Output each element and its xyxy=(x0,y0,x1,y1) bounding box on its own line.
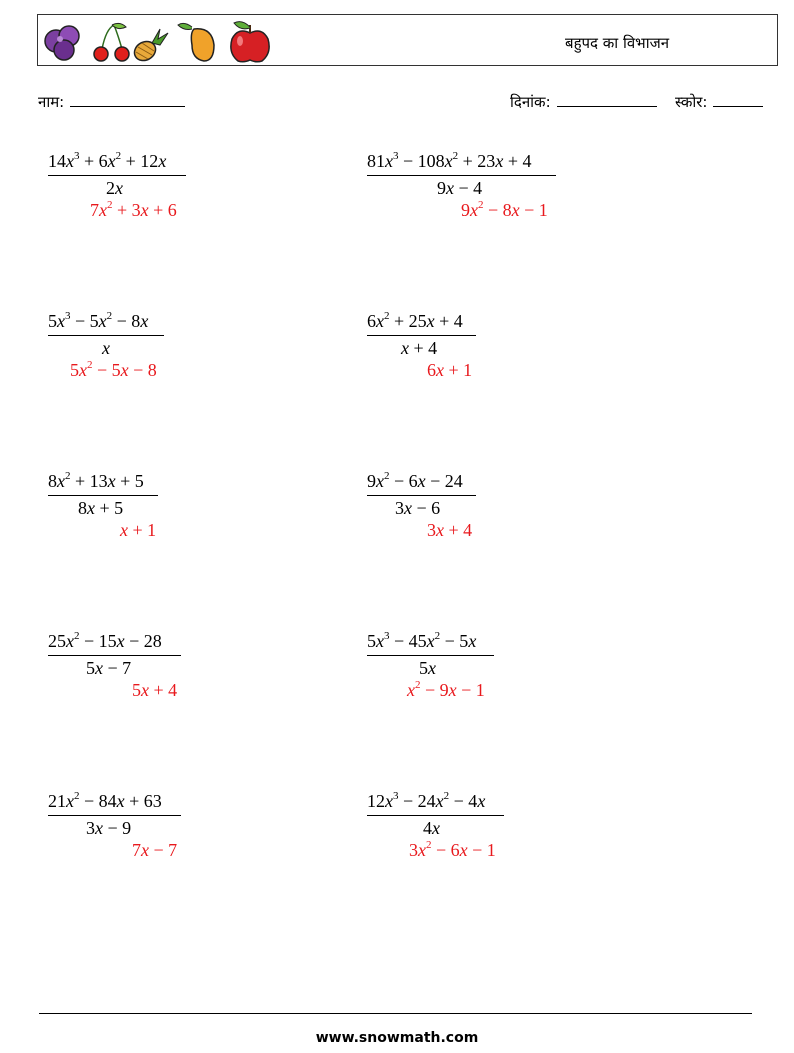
denominator: 9x − 4 xyxy=(437,178,483,198)
denominator: 4x xyxy=(423,818,440,838)
answer: x + 1 xyxy=(120,520,157,540)
fraction-bar xyxy=(367,815,504,816)
numerator: $81x^3 - 108x^2 + 23x + 4$ xyxy=(367,150,532,171)
denominator: 8x + 5 xyxy=(78,498,124,518)
denominator: 3x − 9 xyxy=(86,818,132,838)
footer-website[interactable]: www.snowmath.com xyxy=(315,1030,479,1046)
numerator: $25x^2 - 15x - 28$ xyxy=(48,630,162,651)
denominator: x + 4 xyxy=(401,338,438,358)
numerator: $5x^3 - 5x^2 - 8x$ xyxy=(48,310,149,331)
answer: $3x^2 - 6x - 1$ xyxy=(409,839,496,860)
fraction-bar xyxy=(367,335,476,336)
numerator: $14x^3 + 6x^2 + 12x$ xyxy=(48,150,167,171)
answer: $7x^2 + 3x + 6$ xyxy=(90,199,177,220)
fraction-bar xyxy=(48,815,181,816)
date-blank[interactable] xyxy=(557,92,657,107)
answer: $5x^2 - 5x - 8$ xyxy=(70,359,157,380)
score-label: स्कोर: xyxy=(675,93,708,111)
denominator: 5x xyxy=(419,658,436,678)
numerator: $9x^2 - 6x - 24$ xyxy=(367,470,463,491)
denominator: 5x − 7 xyxy=(86,658,132,678)
mango-icon xyxy=(178,23,214,61)
footer-divider xyxy=(39,1013,752,1014)
answer: 3x + 4 xyxy=(427,520,473,540)
score-blank[interactable] xyxy=(713,92,763,107)
date-field[interactable] xyxy=(510,92,657,112)
date-label: दिनांक: xyxy=(510,93,551,111)
apple-icon xyxy=(231,22,269,62)
name-label: नाम: xyxy=(38,93,65,111)
numerator: $5x^3 - 45x^2 - 5x$ xyxy=(367,630,477,651)
fraction-bar xyxy=(367,495,476,496)
denominator: 3x − 6 xyxy=(395,498,441,518)
numerator: $12x^3 - 24x^2 - 4x$ xyxy=(367,790,486,811)
answer: $9x^2 - 8x - 1$ xyxy=(461,199,548,220)
answer: 5x + 4 xyxy=(132,680,178,700)
fraction-bar xyxy=(367,655,494,656)
worksheet-title: बहुपद का विभाजन xyxy=(565,34,670,52)
cherry-icon xyxy=(94,23,129,61)
fruit-icons xyxy=(42,19,272,63)
pineapple-icon xyxy=(131,29,168,63)
fraction-bar xyxy=(48,335,164,336)
score-field[interactable] xyxy=(675,92,763,112)
answer: $x^2 - 9x - 1$ xyxy=(407,679,485,700)
numerator: $21x^2 - 84x + 63$ xyxy=(48,790,162,811)
name-field[interactable] xyxy=(38,92,185,112)
answer: 7x − 7 xyxy=(132,840,178,860)
numerator: $8x^2 + 13x + 5$ xyxy=(48,470,144,491)
denominator: x xyxy=(102,338,110,358)
denominator: 2x xyxy=(106,178,123,198)
plum-icon xyxy=(45,26,79,60)
name-blank[interactable] xyxy=(70,92,185,107)
answer: 6x + 1 xyxy=(427,360,473,380)
fraction-bar xyxy=(48,175,186,176)
fraction-bar xyxy=(367,175,556,176)
fraction-bar xyxy=(48,495,158,496)
numerator: $6x^2 + 25x + 4$ xyxy=(367,310,463,331)
fraction-bar xyxy=(48,655,181,656)
header-box xyxy=(37,14,778,66)
